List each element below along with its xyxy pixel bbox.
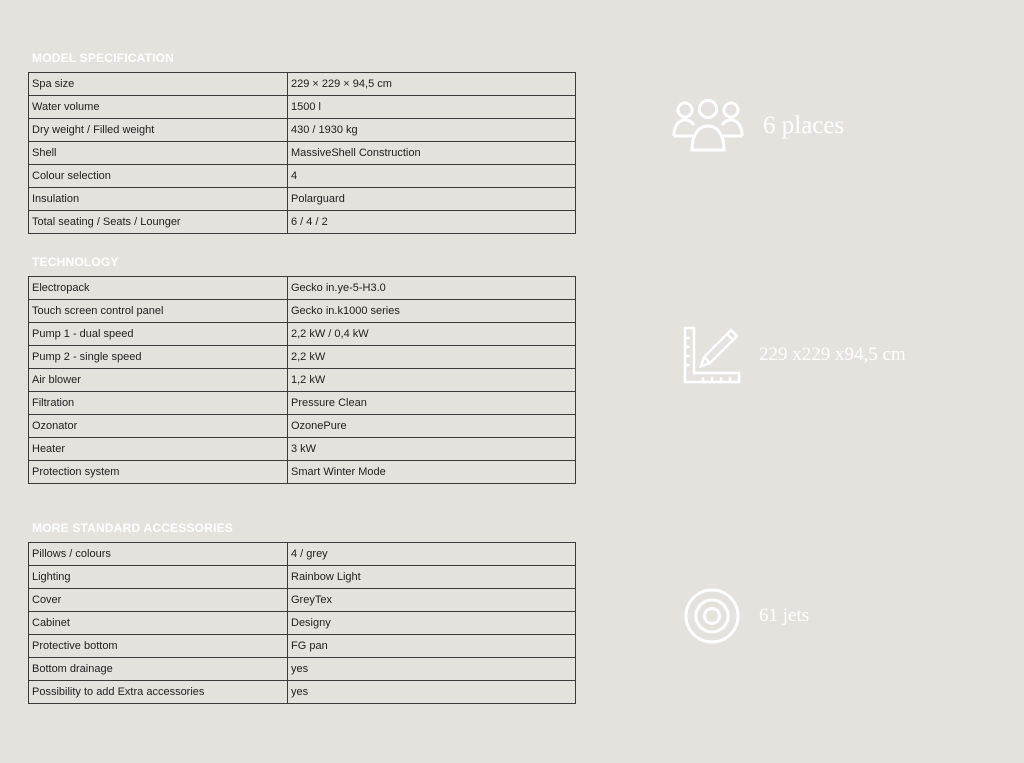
table-row [29,73,576,96]
spec-value: 2,2 kW / 0,4 kW [288,323,576,346]
ruler-pencil-icon [683,326,741,384]
spec-key: Cabinet [29,612,288,635]
spec-value: Polarguard [288,188,576,211]
spec-value: 2,2 kW [288,346,576,369]
table-row [29,461,576,484]
spec-key: Spa size [29,73,288,96]
spec-key: Possibility to add Extra accessories [29,681,288,704]
table-row [29,211,576,234]
feature-jets [683,587,809,645]
spec-value: OzonePure [288,415,576,438]
table-row [29,543,576,566]
section-title-more-standard-accessories: MORE STANDARD ACCESSORIES [32,521,234,535]
table-row [29,438,576,461]
spec-value: GreyTex [288,589,576,612]
spec-key: Touch screen control panel [29,300,288,323]
technology-table [28,276,576,484]
spec-value: 4 [288,165,576,188]
spec-key: Heater [29,438,288,461]
spec-key: Shell [29,142,288,165]
spec-key: Protective bottom [29,635,288,658]
spec-value: MassiveShell Construction [288,142,576,165]
spec-value: Gecko in.k1000 series [288,300,576,323]
spec-value: Rainbow Light [288,566,576,589]
spec-value: Designy [288,612,576,635]
people-icon [671,98,745,154]
table-row [29,188,576,211]
table-row [29,165,576,188]
table-row [29,346,576,369]
spec-key: Filtration [29,392,288,415]
spec-value: 1,2 kW [288,369,576,392]
table-row [29,142,576,165]
jets-icon [683,587,741,645]
table-row [29,566,576,589]
feature-jets-label: 61 jets [759,605,810,626]
table-row [29,392,576,415]
table-row [29,415,576,438]
table-row [29,589,576,612]
spec-key: Dry weight / Filled weight [29,119,288,142]
spec-value: 229 × 229 × 94,5 cm [288,73,576,96]
table-row [29,96,576,119]
spec-key: Total seating / Seats / Lounger [29,211,288,234]
spec-value: 1500 l [288,96,576,119]
spec-key: Pump 2 - single speed [29,346,288,369]
spec-key: Pillows / colours [29,543,288,566]
spec-value: 4 / grey [288,543,576,566]
spec-key: Water volume [29,96,288,119]
section-title-technology: TECHNOLOGY [32,255,119,269]
spec-key: Insulation [29,188,288,211]
table-row [29,612,576,635]
spec-key: Air blower [29,369,288,392]
model-specification-table [28,72,576,234]
feature-places [671,98,844,154]
spec-key: Ozonator [29,415,288,438]
table-row [29,277,576,300]
spec-key: Cover [29,589,288,612]
spec-value: yes [288,658,576,681]
spec-key: Colour selection [29,165,288,188]
spec-key: Electropack [29,277,288,300]
feature-places-label: 6 places [763,112,845,139]
table-row [29,323,576,346]
spec-value: 430 / 1930 kg [288,119,576,142]
spec-value: Gecko in.ye-5-H3.0 [288,277,576,300]
table-row [29,635,576,658]
table-row [29,369,576,392]
spec-key: Lighting [29,566,288,589]
table-row [29,300,576,323]
spec-value: Pressure Clean [288,392,576,415]
feature-size-label: 229 x229 x94,5 cm [759,344,906,365]
spec-key: Bottom drainage [29,658,288,681]
spec-value: 6 / 4 / 2 [288,211,576,234]
spec-key: Pump 1 - dual speed [29,323,288,346]
table-row [29,119,576,142]
table-row [29,658,576,681]
spec-value: Smart Winter Mode [288,461,576,484]
feature-size [683,326,906,384]
spec-value: 3 kW [288,438,576,461]
spec-value: yes [288,681,576,704]
spec-key: Protection system [29,461,288,484]
accessories-table [28,542,576,704]
section-title-model-specification: MODEL SPECIFICATION [32,51,175,65]
table-row [29,681,576,704]
spec-value: FG pan [288,635,576,658]
